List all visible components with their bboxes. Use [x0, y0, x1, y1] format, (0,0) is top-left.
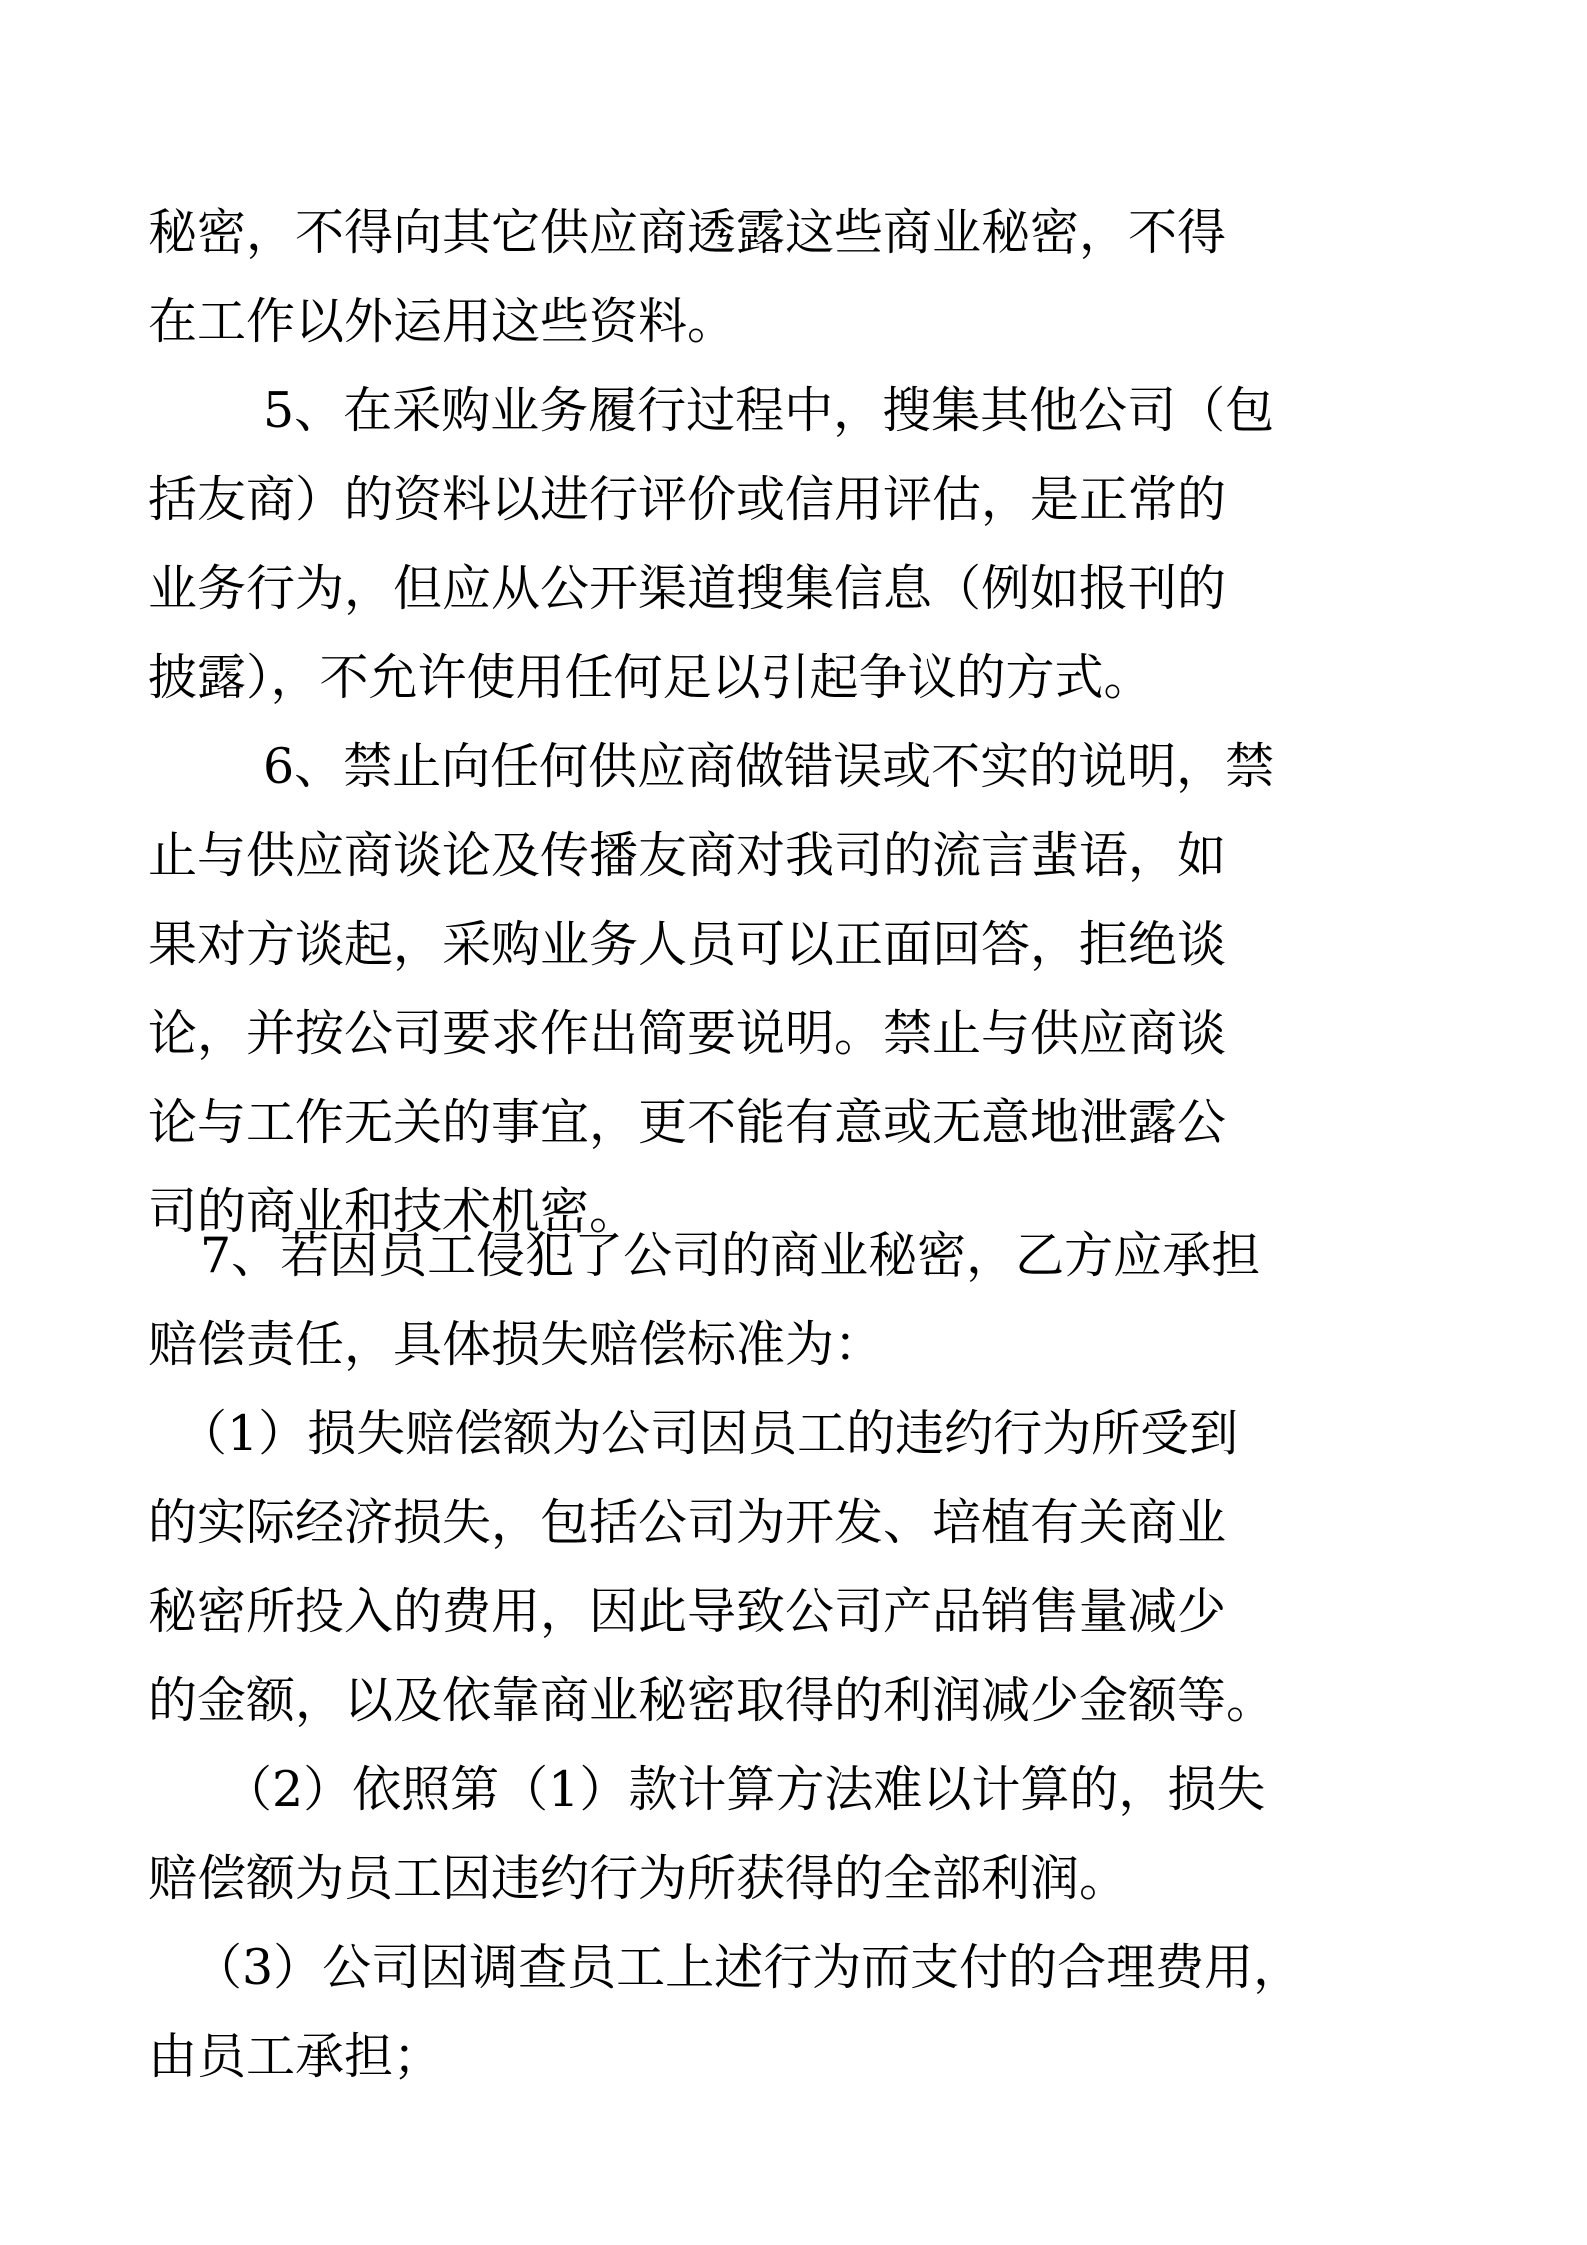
text-line: （3）公司因调查员工上述行为而支付的合理费用， [193, 1939, 1303, 1996]
text-line: 赔偿责任，具体损失赔偿标准为： [148, 1316, 884, 1373]
text-line: 的实际经济损失，包括公司为开发、培植有关商业 [148, 1494, 1227, 1551]
text-line: 的金额，以及依靠商业秘密取得的利润减少金额等。 [148, 1672, 1276, 1729]
text-line: 6、禁止向任何供应商做错误或不实的说明，禁 [263, 738, 1275, 795]
text-line: 秘密所投入的费用，因此导致公司产品销售量减少 [148, 1583, 1227, 1640]
text-line: 司的商业和技术机密。 [148, 1183, 639, 1240]
text-line: 披露），不允许使用任何足以引起争议的方式。 [148, 649, 1153, 706]
paragraph-continuation [148, 188, 1448, 366]
text-line: 果对方谈起，采购业务人员可以正面回答，拒绝谈 [148, 916, 1227, 973]
text-line: 括友商）的资料以进行评价或信用评估，是正常的 [148, 471, 1227, 528]
text-line: （1）损失赔偿额为公司因员工的违约行为所受到 [178, 1405, 1239, 1462]
text-line: 7、若因员工侵犯了公司的商业秘密，乙方应承担 [200, 1227, 1261, 1284]
paragraph-item-7-1 [148, 1389, 1448, 1745]
text-line: 5、在采购业务履行过程中，搜集其他公司（包 [263, 382, 1275, 439]
paragraph-item-7 [148, 1211, 1448, 1389]
paragraph-item-5 [148, 366, 1448, 722]
text-line: 秘密，不得向其它供应商透露这些商业秘密，不得 [148, 204, 1227, 261]
text-line: 业务行为，但应从公开渠道搜集信息（例如报刊的 [148, 560, 1227, 617]
paragraph-item-6 [148, 722, 1448, 1256]
text-line: 论，并按公司要求作出简要说明。禁止与供应商谈 [148, 1005, 1227, 1062]
text-line: 论与工作无关的事宜，更不能有意或无意地泄露公 [148, 1094, 1227, 1151]
text-line: 在工作以外运用这些资料。 [148, 293, 737, 350]
text-line: 止与供应商谈论及传播友商对我司的流言蜚语，如 [148, 827, 1227, 884]
paragraph-item-7-2 [148, 1745, 1448, 1923]
text-line: 赔偿额为员工因违约行为所获得的全部利润。 [148, 1850, 1129, 1907]
text-line: 由员工承担； [148, 2028, 443, 2085]
text-line: （2）依照第（1）款计算方法难以计算的，损失 [223, 1761, 1266, 1818]
paragraph-item-7-3 [148, 1923, 1448, 2101]
